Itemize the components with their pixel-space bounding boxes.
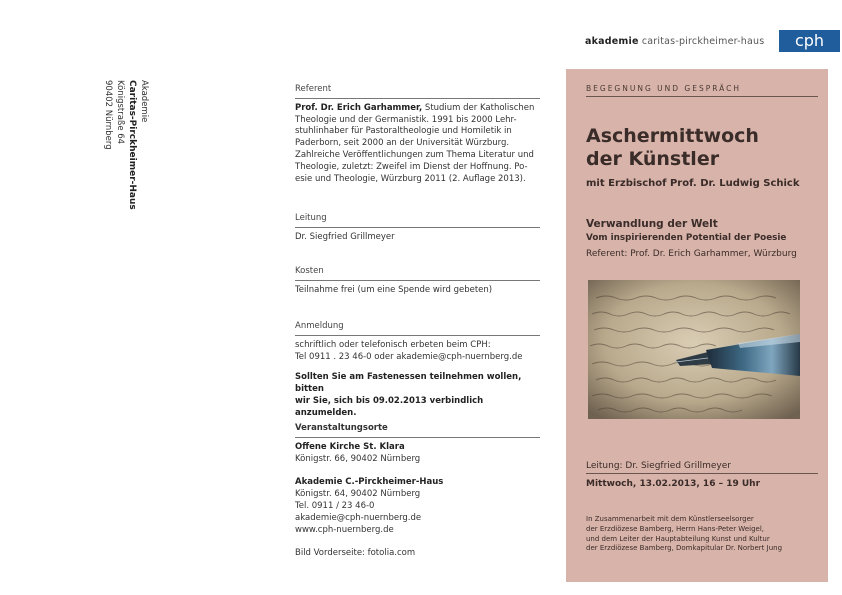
referent-section: [295, 84, 540, 185]
address-line-2: Caritas-Pirckheimer-Haus: [127, 80, 137, 210]
orte-section: [295, 423, 540, 560]
event-panel: [566, 69, 828, 582]
anmeldung-line-2: Tel 0911 . 23 46-0 oder akademie@cph-nuernberg.de: [295, 351, 523, 362]
brand-header: [585, 30, 825, 52]
referent-line: esie und Theologie, Würzburg 2011 (2. Auflage 2013).: [295, 173, 526, 184]
coop-line: und dem Leiter der Hauptabteilung Kunst und Kultur: [586, 534, 770, 543]
address-line-1: Akademie: [139, 80, 149, 123]
anmeldung-section: [295, 321, 540, 420]
image-credit: Bild Vorderseite: fotolia.com: [295, 548, 416, 559]
orte-heading: Veranstaltungsorte: [295, 423, 540, 438]
event-title-line-1: Aschermittwoch: [586, 125, 759, 147]
event-cooperation: [586, 515, 826, 554]
place2-phone: Tel. 0911 / 23 46-0: [295, 500, 375, 511]
kosten-text: Teilnahme frei (um eine Spende wird gebeten): [295, 284, 493, 295]
cph-logo: cph: [779, 30, 840, 52]
fountain-pen-photo: [588, 280, 800, 419]
event-kicker: BEGEGNUNG UND GESPRÄCH: [586, 84, 818, 97]
event-host: mit Erzbischof Prof. Dr. Ludwig Schick: [586, 178, 800, 189]
leitung-heading: Leitung: [295, 213, 540, 228]
kosten-section: [295, 266, 540, 297]
coop-line: der Erzdiözese Bamberg, Herrn Hans-Peter Weigel,: [586, 524, 764, 533]
event-date: Mittwoch, 13.02.2013, 16 – 19 Uhr: [586, 479, 761, 489]
leitung-text: Dr. Siegfried Grillmeyer: [295, 231, 395, 242]
event-topic-sub: Vom inspirierenden Potential der Poesie: [586, 233, 787, 243]
place2-website[interactable]: www.cph-nuernberg.de: [295, 524, 394, 535]
referent-line: Theologie und der Germanistik. 1991 bis 2000 Lehr-: [295, 114, 517, 125]
anmeldung-line-1: schriftlich oder telefonisch erbeten beim CPH:: [295, 339, 491, 350]
address-line-4: 90402 Nürnberg: [103, 80, 113, 150]
event-leitung: Leitung: Dr. Siegfried Grillmeyer: [586, 461, 818, 474]
referent-line: Studium der Katholischen: [422, 102, 535, 113]
referent-line: stuhlinhaber für Pastoraltheologie und Homiletik in: [295, 126, 512, 137]
coop-line: In Zusammenarbeit mit dem Künstlerseelsorger: [586, 515, 754, 523]
event-title: [586, 125, 759, 171]
anmeldung-heading: Anmeldung: [295, 321, 540, 336]
event-topic: Verwandlung der Welt: [586, 218, 718, 230]
brand-wordmark: [585, 36, 764, 47]
place1-address: Königstr. 66, 90402 Nürnberg: [295, 453, 421, 464]
place2-address: Königstr. 64, 90402 Nürnberg: [295, 489, 421, 500]
coop-line: der Erzdiözese Bamberg, Domkapitular Dr. Norbert Jung: [586, 544, 783, 553]
address-line-3: Königstraße 64: [115, 80, 125, 145]
referent-line: Theologie, zuletzt: Zweifel im Dienst der Hoffnung. Po-: [295, 161, 528, 172]
brand-rest: caritas-pirckheimer-haus: [641, 35, 765, 47]
referent-line: Paderborn, seit 2000 an der Universität Würzburg.: [295, 138, 510, 149]
leitung-section: [295, 213, 540, 244]
event-title-line-2: der Künstler: [586, 148, 720, 170]
referent-text: [295, 103, 540, 186]
kosten-heading: Kosten: [295, 266, 540, 281]
place2-name: Akademie C.-Pirckheimer-Haus: [295, 477, 444, 488]
event-referent: Referent: Prof. Dr. Erich Garhammer, Würzburg: [586, 249, 797, 259]
anmeldung-bold-1: Sollten Sie am Fastenessen teilnehmen wollen, bitten: [295, 372, 522, 395]
referent-name: Prof. Dr. Erich Garhammer,: [295, 102, 423, 113]
place2-email[interactable]: akademie@cph-nuernberg.de: [295, 512, 422, 523]
brand-bold: akademie: [585, 35, 639, 47]
anmeldung-bold-2: wir Sie, sich bis 09.02.2013 verbindlich anzumelden.: [295, 395, 484, 418]
place1-name: Offene Kirche St. Klara: [295, 441, 405, 452]
referent-heading: Referent: [295, 84, 540, 99]
referent-line: Zahlreiche Veröffentlichungen zum Thema Literatur und: [295, 149, 534, 160]
